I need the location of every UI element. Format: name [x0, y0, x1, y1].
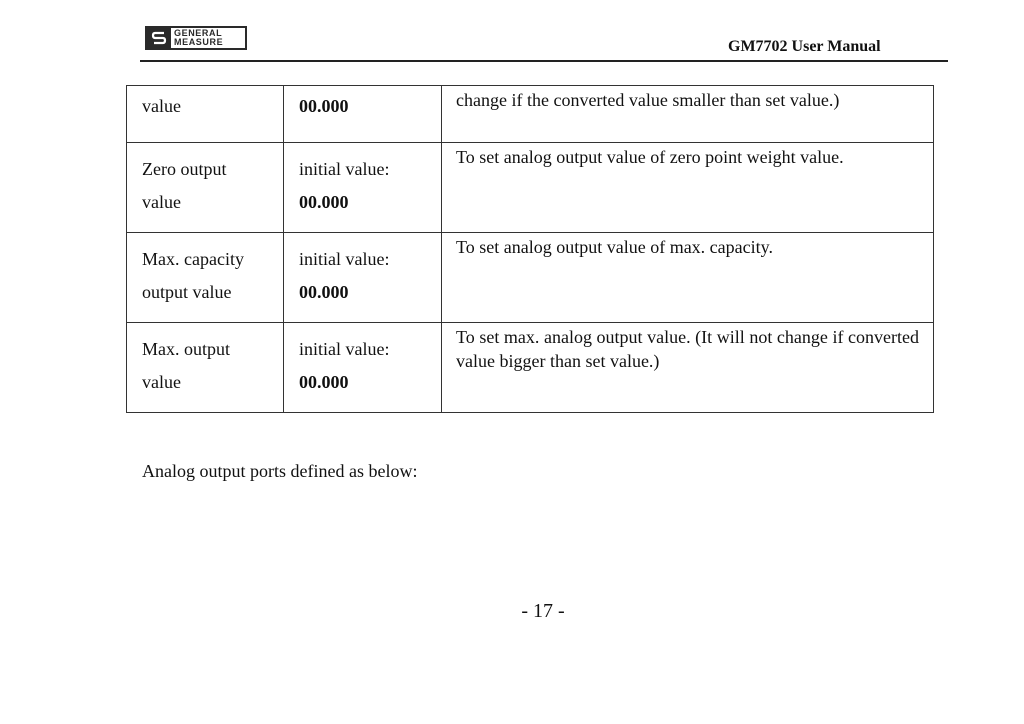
param-name-line: Max. output: [142, 339, 230, 359]
logo-mark-icon: [147, 28, 171, 48]
param-name-cell: [127, 323, 284, 413]
param-name-line: value: [142, 192, 181, 212]
param-default-value: 00.000: [299, 96, 349, 116]
param-default-cell: [284, 323, 442, 413]
param-default-label: initial value:: [299, 249, 390, 269]
header-divider: [140, 60, 948, 62]
table-row: [127, 323, 934, 413]
param-name-line: Max. capacity: [142, 249, 244, 269]
param-default-value: 00.000: [299, 372, 349, 392]
param-name-cell: [127, 233, 284, 323]
param-name-line: Zero output: [142, 159, 227, 179]
param-description-cell: [442, 86, 934, 143]
param-description: To set analog output value of zero point weight value.: [456, 147, 844, 167]
param-default-label: initial value:: [299, 159, 390, 179]
param-description-cell: [442, 143, 934, 233]
table-row: [127, 86, 934, 143]
param-name-line: value: [142, 96, 181, 116]
param-name-cell: [127, 143, 284, 233]
body-paragraph: Analog output ports defined as below:: [142, 461, 418, 481]
param-description: change if the converted value smaller than set value.): [456, 90, 840, 110]
param-default-label: initial value:: [299, 339, 390, 359]
table-row: [127, 143, 934, 233]
param-default-value: 00.000: [299, 282, 349, 302]
param-default-cell: [284, 233, 442, 323]
logo-line-2: MEASURE: [174, 37, 224, 47]
param-description: To set max. analog output value. (It will not change if converted value bigger than set value.): [456, 327, 919, 371]
param-name-line: value: [142, 372, 181, 392]
parameter-table: [126, 85, 934, 413]
param-default-cell: [284, 143, 442, 233]
company-logo: [145, 26, 247, 50]
logo-line-1: GENERAL: [174, 28, 223, 38]
param-description-cell: [442, 233, 934, 323]
param-description-cell: [442, 323, 934, 413]
manual-title: GM7702 User Manual: [728, 38, 881, 55]
table-row: [127, 233, 934, 323]
param-name-cell: [127, 86, 284, 143]
param-description: To set analog output value of max. capacity.: [456, 237, 773, 257]
page-number: - 17 -: [521, 600, 565, 622]
param-default-value: 00.000: [299, 192, 349, 212]
param-default-cell: [284, 86, 442, 143]
param-name-line: output value: [142, 282, 232, 302]
